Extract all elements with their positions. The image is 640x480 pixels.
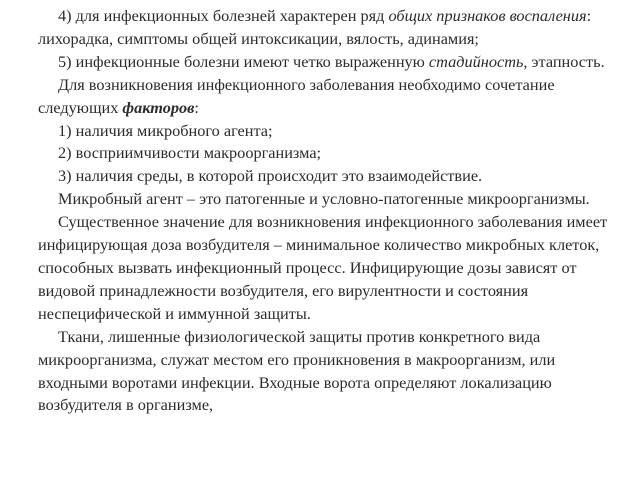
list-item-microbial-agent xyxy=(38,120,626,143)
list-item-environment xyxy=(38,165,626,188)
text-segment: : xyxy=(194,97,199,117)
text-segment: 1) наличия микробного агента; xyxy=(58,120,273,140)
strong-emphasis-segment: факторов xyxy=(122,97,195,117)
paragraph-staging xyxy=(38,51,626,74)
list-item-susceptibility xyxy=(38,142,626,165)
paragraph-general-signs xyxy=(38,5,626,51)
text-segment: 2) восприимчивости макроорганизма; xyxy=(58,143,322,163)
paragraph-microbial-agent xyxy=(38,188,626,211)
emphasis-segment: общих признаков воспаления xyxy=(388,6,587,25)
emphasis-segment: стадийность xyxy=(428,51,524,71)
paragraph-factors-intro xyxy=(38,74,626,120)
text-segment: Ткани, лишенные физиологической защиты против конкретного вида микроорганизма, служат местом его проникновения в макроорганизм, или входными воротами инфекции. Входные ворота определяют локализацию возбудителя в организме, xyxy=(38,326,556,415)
paragraph-entry-gates xyxy=(38,326,626,418)
text-segment: Микробный агент – это патогенные и условно-патогенные микроорганизмы. xyxy=(58,189,590,209)
text-segment: , этапность. xyxy=(523,51,605,71)
text-segment: 5) инфекционные болезни имеют четко выраженную xyxy=(58,51,429,71)
text-segment: Существенное значение для возникновения инфекционного заболевания имеет инфицирующая доза возбудителя – минимальное количество микробных клеток, способных вызвать инфекционный процесс. Инфицирующие дозы зависят от видовой принадлежности возбудителя, его вирулентности и состояния неспецифической и иммунной защиты. xyxy=(38,212,608,323)
paragraph-infective-dose xyxy=(38,211,626,326)
text-segment: 4) для инфекционных болезней характерен ряд xyxy=(58,6,389,25)
text-segment: Для возникновения инфекционного заболевания необходимо сочетание следующих xyxy=(38,74,555,117)
text-segment: : лихорадка, симптомы общей интоксикации, вялость, адинамия; xyxy=(38,6,592,48)
text-segment: 3) наличия среды, в которой происходит это взаимодействие. xyxy=(58,166,483,186)
